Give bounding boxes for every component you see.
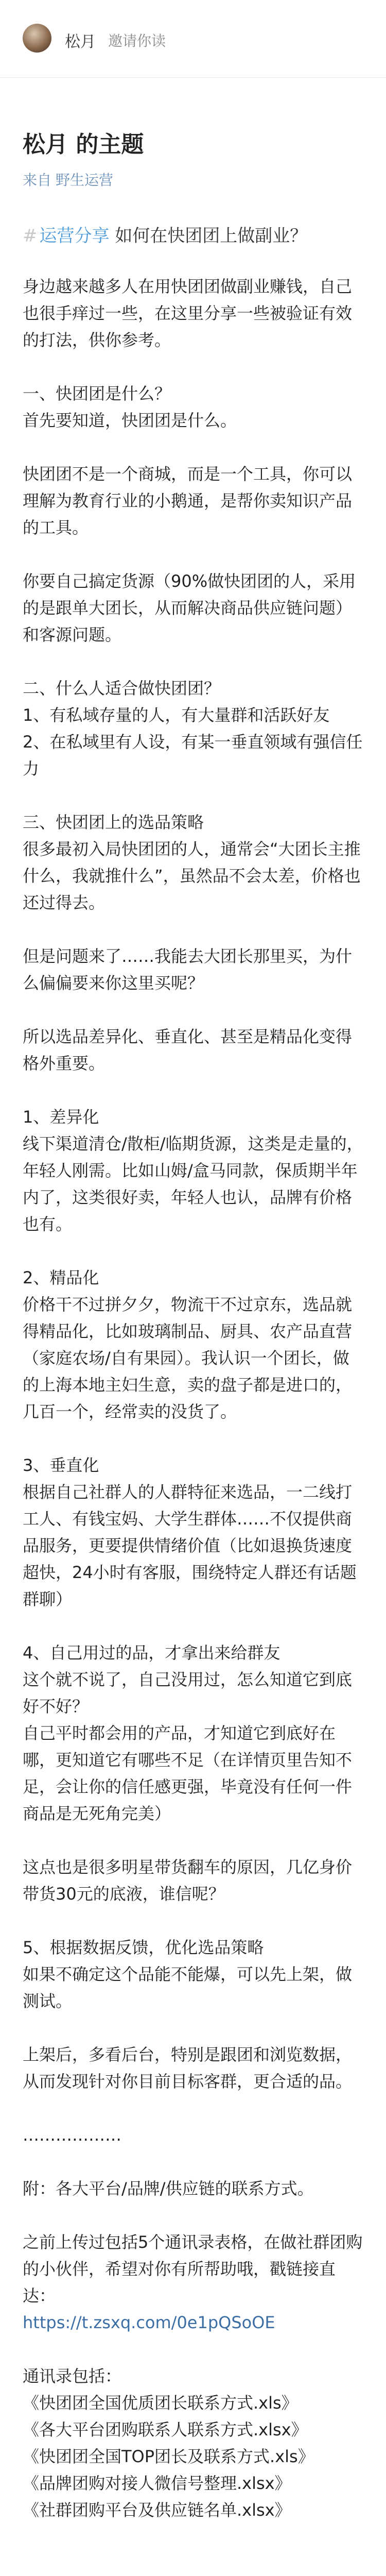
invite-text: 邀请你读	[108, 32, 166, 49]
file-item: 《品牌团购对接人微信号整理.xlsx》	[23, 2473, 291, 2493]
paragraph: 上架后，多看后台，特别是跟团和浏览数据，从而发现针对你目前目标客群，更合适的品。	[23, 2045, 353, 2091]
page-title: 松月 的主题	[23, 131, 144, 158]
file-item: 《各大平台团购联系人联系方式.xlsx》	[23, 2420, 308, 2439]
paragraph: 一、快团团是什么？ 首先要知道，快团团是什么。	[23, 384, 237, 430]
divider-dots: ………………	[23, 2125, 121, 2145]
paragraph: 1、差异化 线下渠道清仓/散柜/临期货源，这类是走量的，年轻人刚需。比如山姆/盒马同款，保质期半年内了，这类很好卖，年轻人也认，品牌有价格也有。	[23, 1107, 363, 1234]
topic-header	[23, 126, 363, 190]
file-item: 《快团团全国TOP团长及联系方式.xls》	[23, 2447, 314, 2466]
file-item: 《社群团购平台及供应链名单.xlsx》	[23, 2500, 291, 2520]
paragraph: 4、自己用过的品，才拿出来给群友 这个就不说了，自己没用过，怎么知道它到底好不好？ 自己平时都会用的产品，才知道它到底好在哪，更知道它有哪些不足（在详情页里告知不足，会让你的信任感更强，毕竟没有任何一件商品是无死角完美）	[23, 1643, 353, 1823]
source-group-link[interactable]: 野生运营	[56, 172, 114, 189]
source-prefix: 来自	[23, 172, 52, 189]
question-line	[23, 222, 363, 250]
paragraph: 5、根据数据反馈，优化选品策略 如果不确定这个品能不能爆，可以先上架，做测试。	[23, 1938, 353, 2011]
paragraph: 这点也是很多明星带货翻车的原因，几亿身价带货30元的底液，谁信呢？	[23, 1857, 353, 1904]
paragraph: 三、快团团上的选品策略 很多最初入局快团团的人，通常会“大团长主推什么，我就推什么”，虽然品不会太差，价格也还过得去。	[23, 812, 361, 912]
top-bar	[0, 0, 386, 78]
paragraph: 2、精品化 价格干不过拼夕夕，物流干不过京东，选品就得精品化，比如玻璃制品、厨具、农产品直营（家庭农场/自有果园）。我认识一个团长，做的上海本地主妇生意，卖的盘子都是进口的，几百一个，经常卖的没货了。	[23, 1268, 353, 1421]
question-text: 如何在快团团上做副业？	[115, 226, 308, 246]
topic-tag[interactable]: 运营分享	[39, 226, 110, 246]
paragraph: 所以选品差异化、垂直化、甚至是精品化变得格外重要。	[23, 1027, 353, 1073]
file-item: 《快团团全国优质团长联系方式.xls》	[23, 2393, 298, 2413]
paragraph: 身边越来越多人在用快团团做副业赚钱，自己也很手痒过一些，在这里分享一些被验证有效的打法，供你参考。	[23, 277, 353, 350]
paragraph: 3、垂直化 根据自己社群人的人群特征来选品，一二线打工人、有钱宝妈、大学生群体……不仅提供商品服务，更要提供情绪价值（比如退换货速度超快，24小时有客服，围绕特定人群还有话题群聊）	[23, 1455, 357, 1609]
resource-link[interactable]: https://t.zsxq.com/0e1pQSoOE	[23, 2313, 275, 2332]
article-body	[23, 222, 363, 2523]
author-name[interactable]: 松月	[65, 33, 96, 51]
paragraph: 但是问题来了……我能去大团长那里买，为什么偏偏要来你这里买呢？	[23, 946, 353, 993]
paragraph: 二、什么人适合做快团团？ 1、有私域存量的人，有大量群和活跃好友 2、在私域里有人设，有某一垂直领域有强信任力	[23, 679, 363, 778]
hashtag-icon: #	[23, 226, 38, 246]
author-avatar[interactable]	[23, 24, 51, 53]
paragraph: 附：各大平台/品牌/供应链的联系方式。	[23, 2179, 314, 2198]
paragraph: 你要自己搞定货源（90%做快团团的人，采用的是跟单大团长，从而解决商品供应链问题）和客源问题。	[23, 571, 356, 645]
paragraph: 快团团不是一个商城，而是一个工具，你可以理解为教育行业的小鹅通，是帮你卖知识产品的工具。	[23, 464, 353, 537]
paragraph: 之前上传过包括5个通讯录表格，在做社群团购的小伙伴，希望对你有所帮助哦，戳链接直达：	[23, 2232, 363, 2306]
list-title: 通讯录包括：	[23, 2366, 122, 2386]
source-line	[23, 169, 363, 190]
